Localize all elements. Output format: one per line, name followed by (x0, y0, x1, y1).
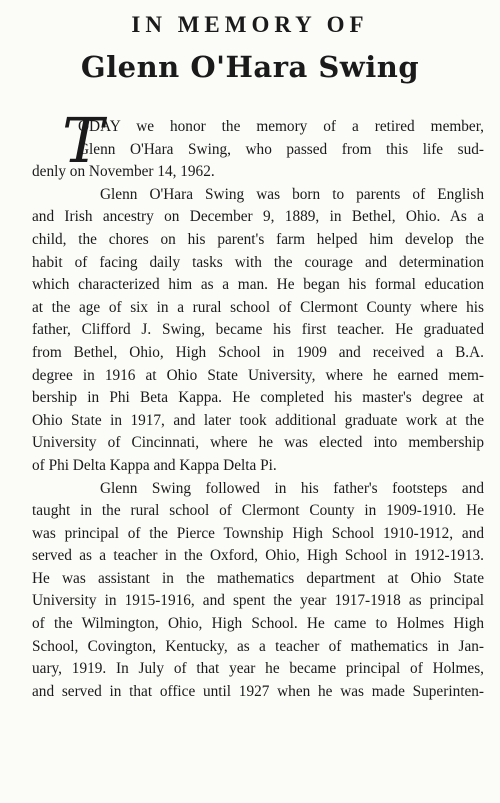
text-line: uary, 1919. In July of that year he became principal of Holmes, (32, 660, 484, 678)
text-line: ODAY we honor the memory of a retired member, (78, 118, 484, 135)
text-line: habit of facing daily tasks with the courage and determination (32, 253, 484, 271)
text-line: which characterized him as a man. He began his formal education (32, 276, 484, 294)
text-line: Glenn Swing followed in his father's footsteps and (100, 479, 484, 497)
text-line: Glenn O'Hara Swing, who passed from this life sud- (78, 140, 484, 158)
text-line: was principal of the Pierce Township High School 1910-1912, and (32, 524, 484, 542)
memorial-text (32, 116, 484, 703)
text-line: University of Cincinnati, where he was elected into membership (32, 434, 484, 452)
text-line: taught in the rural school of Clermont County in 1909-1910. He (32, 502, 484, 520)
text-line: served as a teacher in the Oxford, Ohio, High School in 1912-1913. (32, 547, 484, 565)
text-line: He was assistant in the mathematics department at Ohio State (32, 569, 484, 587)
text-line: degree in 1916 at Ohio State University, where he earned mem- (32, 366, 484, 384)
text-line: Ohio State in 1917, and later took additional graduate work at the (32, 411, 484, 429)
text-line: and Irish ancestry on December 9, 1889, in Bethel, Ohio. As a (32, 208, 484, 226)
text-line: School, Covington, Kentucky, as a teacher of mathematics in Jan- (32, 637, 484, 655)
drop-cap: T (62, 104, 104, 177)
text-line: from Bethel, Ohio, High School in 1909 and received a B.A. (32, 343, 484, 361)
text-line: Glenn O'Hara Swing was born to parents of English (100, 185, 484, 203)
text-line: of the Wilmington, Ohio, High School. He came to Holmes High (32, 615, 484, 633)
text-line: at the age of six in a rural school of Clermont County where his (32, 298, 484, 316)
text-line: bership in Phi Beta Kappa. He completed his master's degree at (32, 389, 484, 407)
memorial-name: Glenn O'Hara Swing (80, 50, 420, 84)
text-line: child, the chores on his parent's farm helped him develop the (32, 230, 484, 248)
text-line: father, Clifford J. Swing, became his first teacher. He graduated (32, 321, 484, 339)
page-heading: IN MEMORY OF (131, 12, 369, 37)
text-line: denly on November 14, 1962. (32, 163, 215, 181)
text-line: of Phi Delta Kappa and Kappa Delta Pi. (32, 456, 277, 474)
text-line: University in 1915-1916, and spent the year 1917-1918 as principal (32, 592, 484, 610)
text-line: and served in that office until 1927 when he was made Superinten- (32, 682, 484, 700)
